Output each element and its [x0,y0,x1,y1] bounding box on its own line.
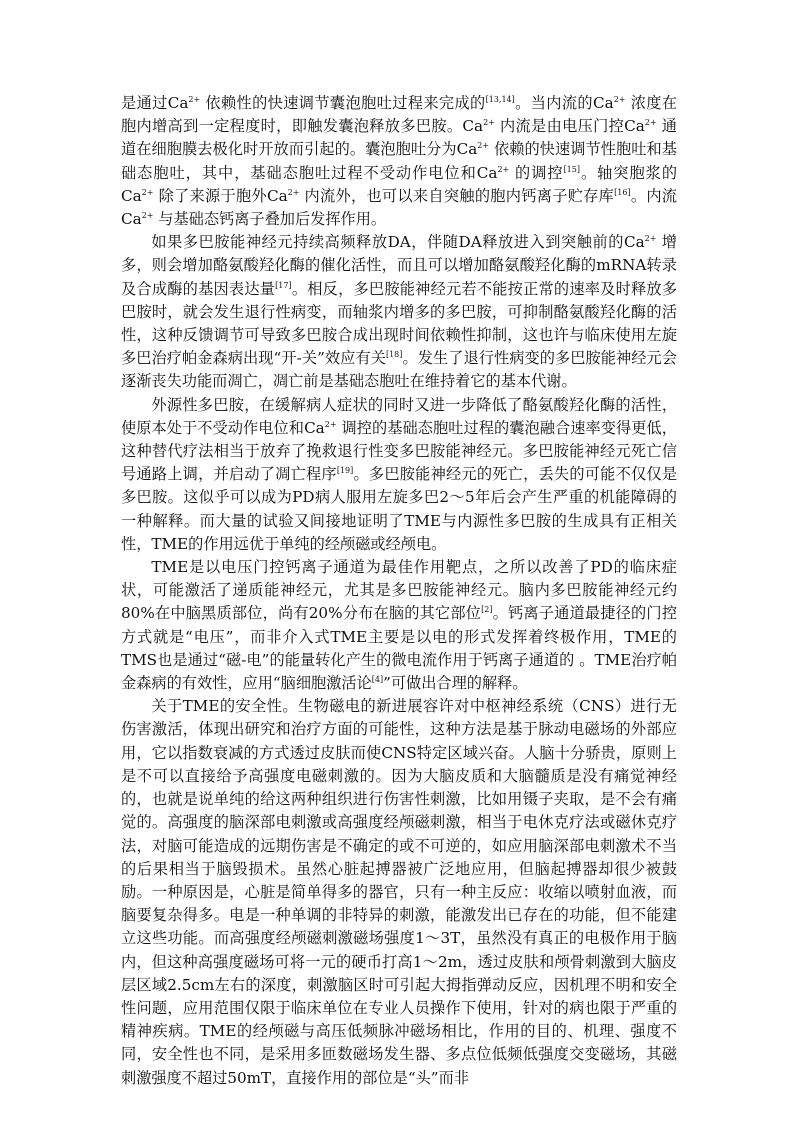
paragraph-tme-target: TME是以电压门控钙离子通道为最佳作用靶点，之所以改善了PD的临床症状，可能激活了递质能神经元，尤其是多巴胺能神经元。脑内多巴胺能神经元约80%在中脑黑质部位，尚有20%分布在脑的其它部位[2]。钙离子通道最捷径的门控方式就是“电压”，而非介入式TME主要是以电的形式发挥着终极作用，TME的TMS也是通过“磁-电”的能量转化产生的微电流作用于钙离子通道的 。TME治疗帕金森病的有效性，应用“脑细胞激活论[4]”可做出合理的解释。 [121,558,678,693]
paragraph-exogenous-dopamine: 外源性多巴胺，在缓解病人症状的同时又进一步降低了酪氨酸羟化酶的活性，使原本处于不受动作电位和$Ca^{2+}$ 调控的基础态胞吐过程的囊泡融合速率变得更低，这种替代疗法相当于放弃了挽救退行性变多巴胺能神经元。多巴胺能神经元死亡信号通路上调，并启动了凋亡程序[19]。多巴胺能神经元的死亡，丢失的可能不仅仅是多巴胺。这似乎可以成为PD病人服用左旋多巴2～5年后会产生严重的机能障碍的一种解释。而大量的试验又间接地证明了TME与内源性多巴胺的生成具有正相关性，TME的作用远优于单纯的经颅磁或经颅电。 [121,395,678,553]
document-page [121,92,677,1090]
paragraph-dopamine-release: 如果多巴胺能神经元持续高频释放DA，伴随DA释放进入到突触前的$Ca^{2+}$ 增多，则会增加酪氨酸羟化酶的催化活性，而且可以增加酪氨酸羟化酶的mRNA转录及合成酶的基因表达量[17]。相反，多巴胺能神经元若不能按正常的速率及时释放多巴胺时，就会发生退行性病变，而轴浆内增多的多巴胺，可抑制酪氨酸羟化酶的活性，这种反馈调节可导致多巴胺合成出现时间依赖性抑制，这也许与临床使用左旋多巴治疗帕金森病出现“开-关”效应有关[18]。发生了退行性病变的多巴胺能神经元会逐渐丧失功能而凋亡，凋亡前是基础态胞吐在维持着它的基本代谢。 [121,233,678,391]
paragraph-calcium-vesicle: 是通过$Ca^{2+}$ 依赖性的快速调节囊泡胞吐过程来完成的[13,14]。当内流的$Ca^{2+}$ 浓度在胞内增高到一定程度时，即触发囊泡释放多巴胺。$Ca^{2+}$ 内流是由电压门控$Ca^{2+}$ 通道在细胞膜去极化时开放而引起的。囊泡胞吐分为$Ca^{2+}$ 依赖的快速调节性胞吐和基础态胞吐，其中，基础态胞吐过程不受动作电位和$Ca^{2+}$ 的调控[15]。轴突胞浆的$Ca^{2+}$ 除了来源于胞外$Ca^{2+}$ 内流外，也可以来自突触的胞内钙离子贮存库[16]。内流$Ca^{2+}$ 与基础态钙离子叠加后发挥作用。 [121,94,678,229]
paragraph-tme-safety: 关于TME的安全性。生物磁电的新进展容许对中枢神经系统（CNS）进行无伤害激活，体现出研究和治疗方面的可能性，这种方法是基于脉动电磁场的外部应用，它以指数衰减的方式透过皮肤而使CNS特定区域兴奋。人脑十分骄贵，原则上是不可以直接给予高强度电磁刺激的。因为大脑皮质和大脑髓质是没有痛觉神经的，也就是说单纯的给这两种组织进行伤害性刺激，比如用镊子夹取，是不会有痛觉的。高强度的脑深部电刺激或高强度经颅磁刺激，相当于电休克疗法或磁休克疗法，对脑可能造成的远期伤害是不确定的或不可逆的，如应用脑深部电刺激术不当的后果相当于脑毁损术。虽然心脏起搏器被广泛地应用，但脑起搏器却很少被鼓励。一种原因是，心脏是简单得多的器官，只有一种主反应：收缩以喷射血液，而脑要复杂得多。电是一种单调的非特异的刺激，能激发出已存在的功能，但不能建立这些功能。而高强度经颅磁刺激磁场强度1～3T，虽然没有真正的电极作用于脑内，但这种高强度磁场可将一元的硬币打高1～2m，透过皮肤和颅骨刺激到大脑皮层区域2.5cm左右的深度，刺激脑区时可引起大拇指弹动反应，因机理不明和安全性问题，应用范围仅限于临床单位在专业人员操作下使用，针对的病也限于严重的精神疾病。TME的经颅磁与高压低频脉冲磁场相比，作用的目的、机理、强度不同，安全性也不同，是采用多匝数磁场发生器、多点位低频低强度交变磁场，其磁刺激强度不超过50mT，直接作用的部位是“头”而非 [121,697,677,1087]
